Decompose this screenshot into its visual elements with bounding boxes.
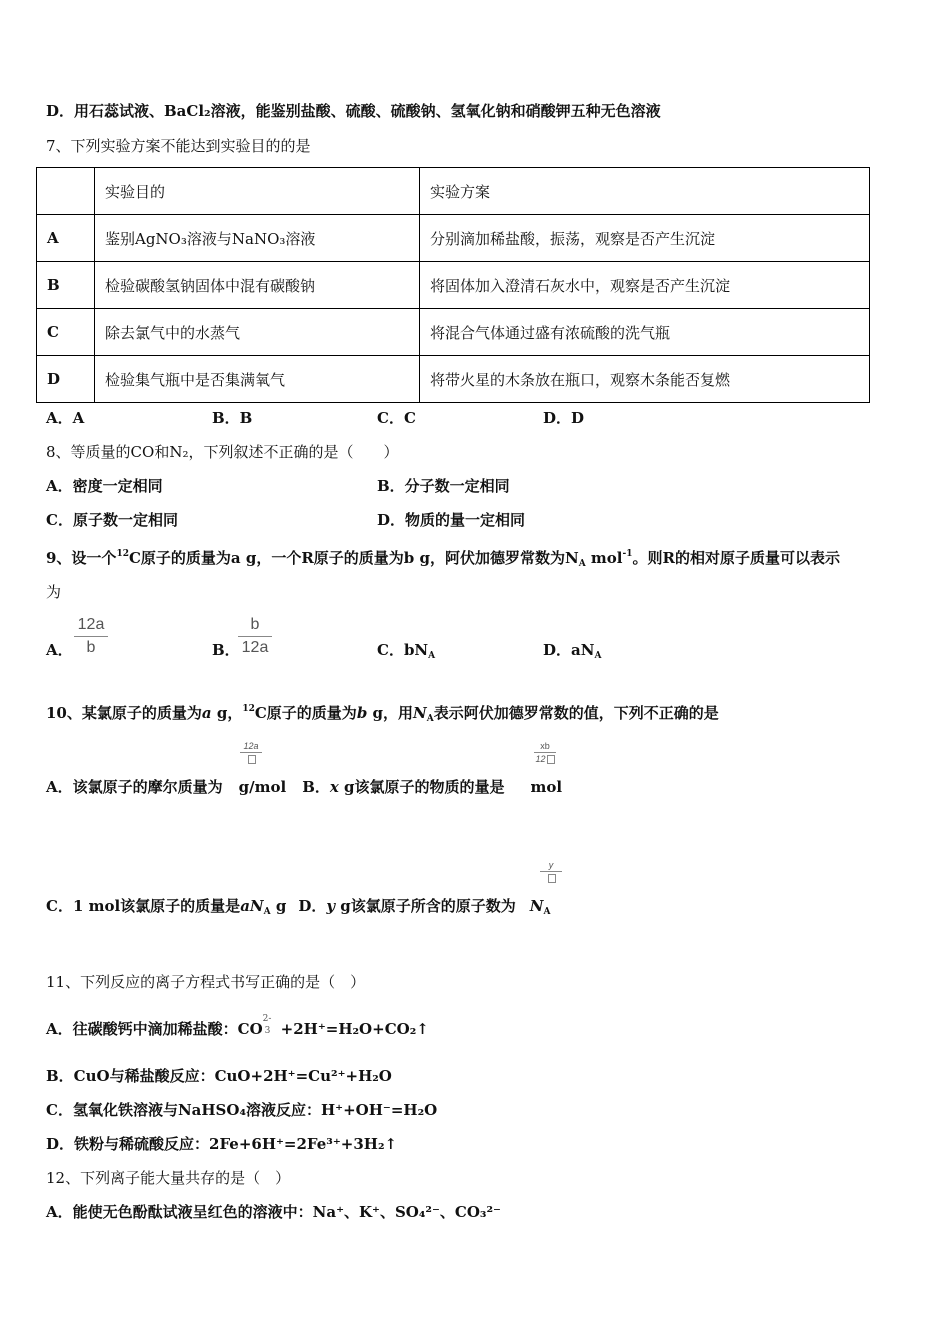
missing-glyph-icon — [248, 755, 256, 764]
q9-option-d — [543, 640, 601, 666]
table-row — [37, 309, 870, 356]
q11-option-a — [46, 1014, 429, 1039]
q12-option-a: A．能使无色酚酞试液呈红色的溶液中：Na⁺、K⁺、SO₄²⁻、CO₃²⁻ — [46, 1203, 501, 1221]
table-row — [37, 356, 870, 403]
q9-option-a-label: A． — [46, 641, 73, 659]
row-purpose: 检验集气瓶中是否集满氧气 — [95, 356, 420, 403]
q9-stem — [46, 544, 840, 574]
row-purpose: 鉴别AgNO₃溶液与NaNO₃溶液 — [95, 215, 420, 262]
co3-charge: 2- — [262, 1014, 272, 1024]
q10-options-cd — [46, 896, 550, 922]
q11-option-d: D．铁粉与稀硫酸反应：2Fe+6H⁺=2Fe³⁺+3H₂↑ — [46, 1135, 398, 1153]
option-text: D．aN — [543, 641, 595, 659]
q11-stem: 11、下列反应的离子方程式书写正确的是（ ） — [46, 973, 366, 991]
row-label: C — [37, 309, 95, 356]
q10-stem-part: 10、某氯原子的质量为 — [46, 704, 202, 722]
fraction-numerator: 12a — [74, 614, 108, 637]
fraction-numerator: xb — [534, 740, 556, 753]
row-plan: 将固体加入澄清石灰水中，观察是否产生沉淀 — [420, 262, 870, 309]
q9-stem-sup: 12 — [116, 549, 129, 559]
q9-option-b-fraction — [238, 614, 272, 659]
q6-option-d: D．用石蕊试液、BaCl₂溶液，能鉴别盐酸、硫酸、硫酸钠、氢氧化钠和硝酸钾五种无色溶液 — [46, 102, 661, 120]
q10-stem — [46, 699, 719, 729]
q10-option-b-unit: mol — [530, 778, 563, 796]
q12-stem: 12、下列离子能大量共存的是（ ） — [46, 1169, 291, 1187]
q7-table — [36, 167, 870, 403]
q9-stem-part: 9、设一个 — [46, 549, 117, 567]
q8-stem: 8、等质量的CO和N₂，下列叙述不正确的是（ ） — [46, 443, 399, 461]
q10-option-c-var: aN — [240, 897, 264, 915]
q10-option-d-label: D． — [298, 897, 327, 915]
q10-option-d-text: g该氯原子所含的原子数为 — [335, 897, 516, 915]
option-text: A．往碳酸钙中滴加稀盐酸：CO — [46, 1020, 263, 1038]
q10-var: a — [201, 704, 212, 722]
row-plan: 分别滴加稀盐酸，振荡，观察是否产生沉淀 — [420, 215, 870, 262]
q10-stem-part: 表示阿伏加德罗常数的值，下列不正确的是 — [433, 704, 719, 722]
missing-glyph-icon — [548, 874, 556, 883]
table-row — [37, 215, 870, 262]
q9-stem-sup: -1 — [622, 549, 633, 559]
row-purpose: 检验碳酸氢钠固体中混有碳酸钠 — [95, 262, 420, 309]
missing-glyph-icon — [547, 755, 555, 764]
q11-option-b: B．CuO与稀盐酸反应：CuO+2H⁺=Cu²⁺+H₂O — [46, 1067, 392, 1085]
q10-var: b — [356, 704, 368, 722]
q9-stem-sub: A — [578, 559, 586, 569]
table-row — [37, 262, 870, 309]
q8-option-c: C．原子数一定相同 — [46, 511, 178, 529]
q10-options-ab — [46, 777, 562, 797]
fraction-numerator: b — [238, 614, 272, 637]
q7-stem: 7、下列实验方案不能达到实验目的的是 — [46, 137, 311, 155]
row-label: B — [37, 262, 95, 309]
fraction-denominator: b — [86, 639, 96, 656]
row-plan: 将带火星的木条放在瓶口，观察木条能否复燃 — [420, 356, 870, 403]
q10-option-b-var: x — [329, 778, 339, 796]
row-label: A — [37, 215, 95, 262]
q9-option-a-fraction — [74, 614, 108, 659]
table-header-cell: 实验方案 — [420, 168, 870, 215]
q7-option-b: B．B — [212, 409, 253, 427]
option-text: +2H⁺=H₂O+CO₂↑ — [280, 1020, 429, 1038]
option-sub: A — [594, 651, 602, 661]
q10-option-a-text: A．该氯原子的摩尔质量为 — [46, 778, 223, 796]
fraction-denominator-text: 12 — [535, 754, 546, 764]
table-header-cell — [37, 168, 95, 215]
q10-option-c-sub: A — [263, 907, 271, 917]
q10-var: N — [413, 704, 427, 722]
q10-option-b-text: g该氯原子的物质的量是 — [338, 778, 505, 796]
q9-stem-part: C原子的质量为a g，一个R原子的质量为b g，阿伏加德罗常数为N — [128, 549, 579, 567]
row-label: D — [37, 356, 95, 403]
fraction-numerator: 12a — [240, 740, 262, 753]
fraction-denominator — [534, 753, 556, 765]
q8-option-a: A．密度一定相同 — [46, 477, 163, 495]
q9-stem-part: 。则R的相对原子质量可以表示 — [632, 549, 840, 567]
fraction-denominator: 12a — [241, 639, 269, 656]
q10-stem-part: C原子的质量为 — [254, 704, 357, 722]
q10-stem-part: g， — [211, 704, 243, 722]
q10-option-d-fraction — [540, 859, 562, 884]
q10-option-d-n: N — [529, 897, 544, 915]
q10-option-d-sub: A — [543, 907, 551, 917]
q10-option-a-unit: g/mol — [238, 778, 287, 796]
q8-option-d: D．物质的量一定相同 — [377, 511, 526, 529]
fraction-denominator — [540, 872, 562, 884]
table-header-cell: 实验目的 — [95, 168, 420, 215]
q9-option-b-label: B． — [212, 641, 240, 659]
q9-stem-part: mol — [585, 549, 623, 567]
q10-option-b-fraction — [534, 740, 556, 765]
q11-option-c: C．氢氧化铁溶液与NaHSO₄溶液反应：H⁺+OH⁻=H₂O — [46, 1101, 438, 1119]
fraction-denominator — [240, 753, 262, 765]
q7-option-c: C．C — [377, 409, 416, 427]
q8-option-b: B．分子数一定相同 — [377, 477, 510, 495]
option-text: C．bN — [377, 641, 429, 659]
q10-option-c-unit: g — [270, 897, 287, 915]
q10-option-a-fraction — [240, 740, 262, 765]
q10-option-b-label: B． — [302, 778, 330, 796]
q9-option-c — [377, 640, 435, 666]
q10-stem-part: g，用 — [367, 704, 414, 722]
q7-option-a: A．A — [46, 409, 85, 427]
q10-option-d-var: y — [326, 897, 336, 915]
q10-stem-sub: A — [426, 714, 434, 724]
option-sub: A — [428, 651, 436, 661]
q10-option-c-text: C．1 mol该氯原子的质量是 — [46, 897, 241, 915]
row-plan: 将混合气体通过盛有浓硫酸的洗气瓶 — [420, 309, 870, 356]
q7-option-d: D．D — [543, 409, 585, 427]
q9-stem-cont: 为 — [46, 583, 62, 601]
q10-stem-sup: 12 — [242, 704, 255, 714]
row-purpose: 除去氯气中的水蒸气 — [95, 309, 420, 356]
co3-subscript: 3 — [264, 1026, 271, 1036]
fraction-numerator: y — [540, 859, 562, 872]
table-header-row — [37, 168, 870, 215]
